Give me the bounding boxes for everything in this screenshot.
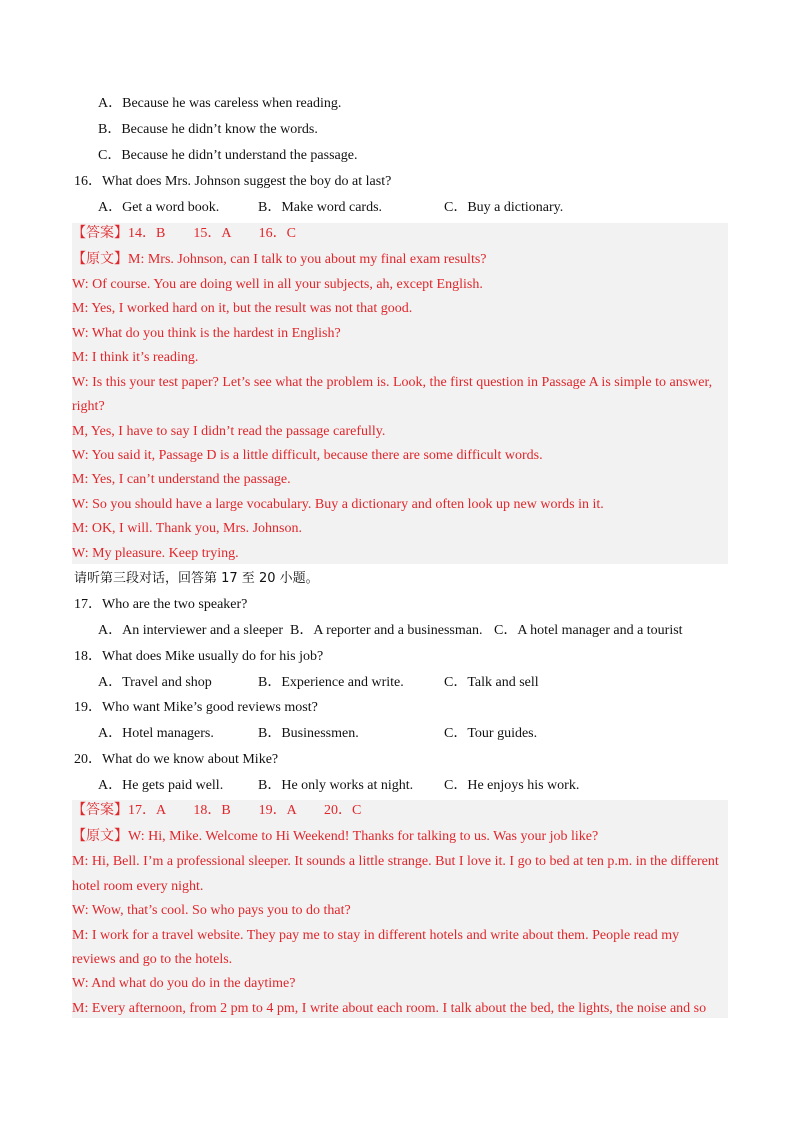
answer-1 bbox=[72, 224, 296, 244]
q17-question: 17．Who are the two speaker? bbox=[74, 597, 248, 612]
transcript-2-line: M: Every afternoon, from 2 pm to 4 pm, I write about each room. I talk about the bed, the lights, the noise and so bbox=[72, 1001, 707, 1016]
q20-option-c: C．He enjoys his work. bbox=[444, 778, 580, 793]
q17-option-a: A．An interviewer and a sleeper bbox=[98, 623, 284, 638]
answer-2-text: 17．A 18．B 19．A 20．C bbox=[128, 803, 362, 818]
transcript-1-line: W: What do you think is the hardest in English? bbox=[72, 326, 341, 341]
q19-option-c: C．Tour guides. bbox=[444, 726, 538, 741]
transcript-2-line: W: Wow, that’s cool. So who pays you to do that? bbox=[72, 903, 351, 918]
transcript-2-line: M: I work for a travel website. They pay me to stay in different hotels and write about them. People read my bbox=[72, 928, 680, 943]
answer-1-tag: 【答案】 bbox=[72, 226, 128, 241]
transcript-1-line bbox=[72, 250, 487, 270]
transcript-1-tag: 【原文】 bbox=[72, 252, 128, 267]
transcript-2-line: M: Hi, Bell. I’m a professional sleeper. It sounds a little strange. But I love it. I go to bed at ten p.m. in the different bbox=[72, 854, 719, 869]
q16-option-a: A．Get a word book. bbox=[98, 200, 220, 215]
q19-option-b: B．Businessmen. bbox=[258, 726, 359, 741]
transcript-1-line: W: Of course. You are doing well in all your subjects, ah, except English. bbox=[72, 277, 483, 292]
transcript-1-line: W: You said it, Passage D is a little difficult, because there are some difficult words. bbox=[72, 448, 543, 463]
q20-option-b: B．He only works at night. bbox=[258, 778, 414, 793]
transcript-2-text: W: Hi, Mike. Welcome to Hi Weekend! Thanks for talking to us. Was your job like? bbox=[128, 829, 599, 844]
q18-option-b: B．Experience and write. bbox=[258, 675, 404, 690]
transcript-2-line: reviews and go to the hotels. bbox=[72, 952, 233, 967]
q17-option-b: B．A reporter and a businessman. bbox=[290, 623, 483, 638]
q16-option-c: C．Buy a dictionary. bbox=[444, 200, 564, 215]
transcript-2-line: hotel room every night. bbox=[72, 879, 204, 894]
q15-option-c: C．Because he didn’t understand the passage. bbox=[98, 148, 358, 163]
answer-1-text: 14．B 15．A 16．C bbox=[128, 226, 297, 241]
transcript-1-line: M, Yes, I have to say I didn’t read the passage carefully. bbox=[72, 424, 386, 439]
q18-option-a: A．Travel and shop bbox=[98, 675, 212, 690]
transcript-2-tag: 【原文】 bbox=[72, 829, 128, 844]
transcript-1-line: W: My pleasure. Keep trying. bbox=[72, 546, 239, 561]
q19-option-a: A．Hotel managers. bbox=[98, 726, 214, 741]
transcript-1-text: M: Mrs. Johnson, can I talk to you about my final exam results? bbox=[128, 252, 487, 267]
transcript-1-line: M: Yes, I worked hard on it, but the result was not that good. bbox=[72, 301, 413, 316]
q16-option-b: B．Make word cards. bbox=[258, 200, 383, 215]
q17-option-c: C．A hotel manager and a tourist bbox=[494, 623, 683, 638]
transcript-2-line: W: And what do you do in the daytime? bbox=[72, 976, 296, 991]
q20-option-a: A．He gets paid well. bbox=[98, 778, 224, 793]
q15-option-a: A．Because he was careless when reading. bbox=[98, 96, 342, 111]
section-3-intro: 请听第三段对话，回答第 17 至 20 小题。 bbox=[74, 571, 319, 586]
answer-2-tag: 【答案】 bbox=[72, 803, 128, 818]
transcript-1-line: M: Yes, I can’t understand the passage. bbox=[72, 472, 291, 487]
transcript-1-line: W: Is this your test paper? Let’s see what the problem is. Look, the first question in Passage A is simple to answer, bbox=[72, 375, 713, 390]
transcript-1-line: M: OK, I will. Thank you, Mrs. Johnson. bbox=[72, 521, 302, 536]
q20-question: 20．What do we know about Mike? bbox=[74, 752, 279, 767]
transcript-1-line: M: I think it’s reading. bbox=[72, 350, 199, 365]
q16-question: 16．What does Mrs. Johnson suggest the boy do at last? bbox=[74, 174, 392, 189]
q18-question: 18．What does Mike usually do for his job? bbox=[74, 649, 324, 664]
q19-question: 19．Who want Mike’s good reviews most? bbox=[74, 700, 318, 715]
transcript-1-line: W: So you should have a large vocabulary. Buy a dictionary and often look up new words in it. bbox=[72, 497, 604, 512]
q15-option-b: B．Because he didn’t know the words. bbox=[98, 122, 318, 137]
q18-option-c: C．Talk and sell bbox=[444, 675, 539, 690]
transcript-2-line bbox=[72, 827, 598, 847]
transcript-1-line: right? bbox=[72, 399, 105, 414]
answer-2 bbox=[72, 801, 361, 821]
